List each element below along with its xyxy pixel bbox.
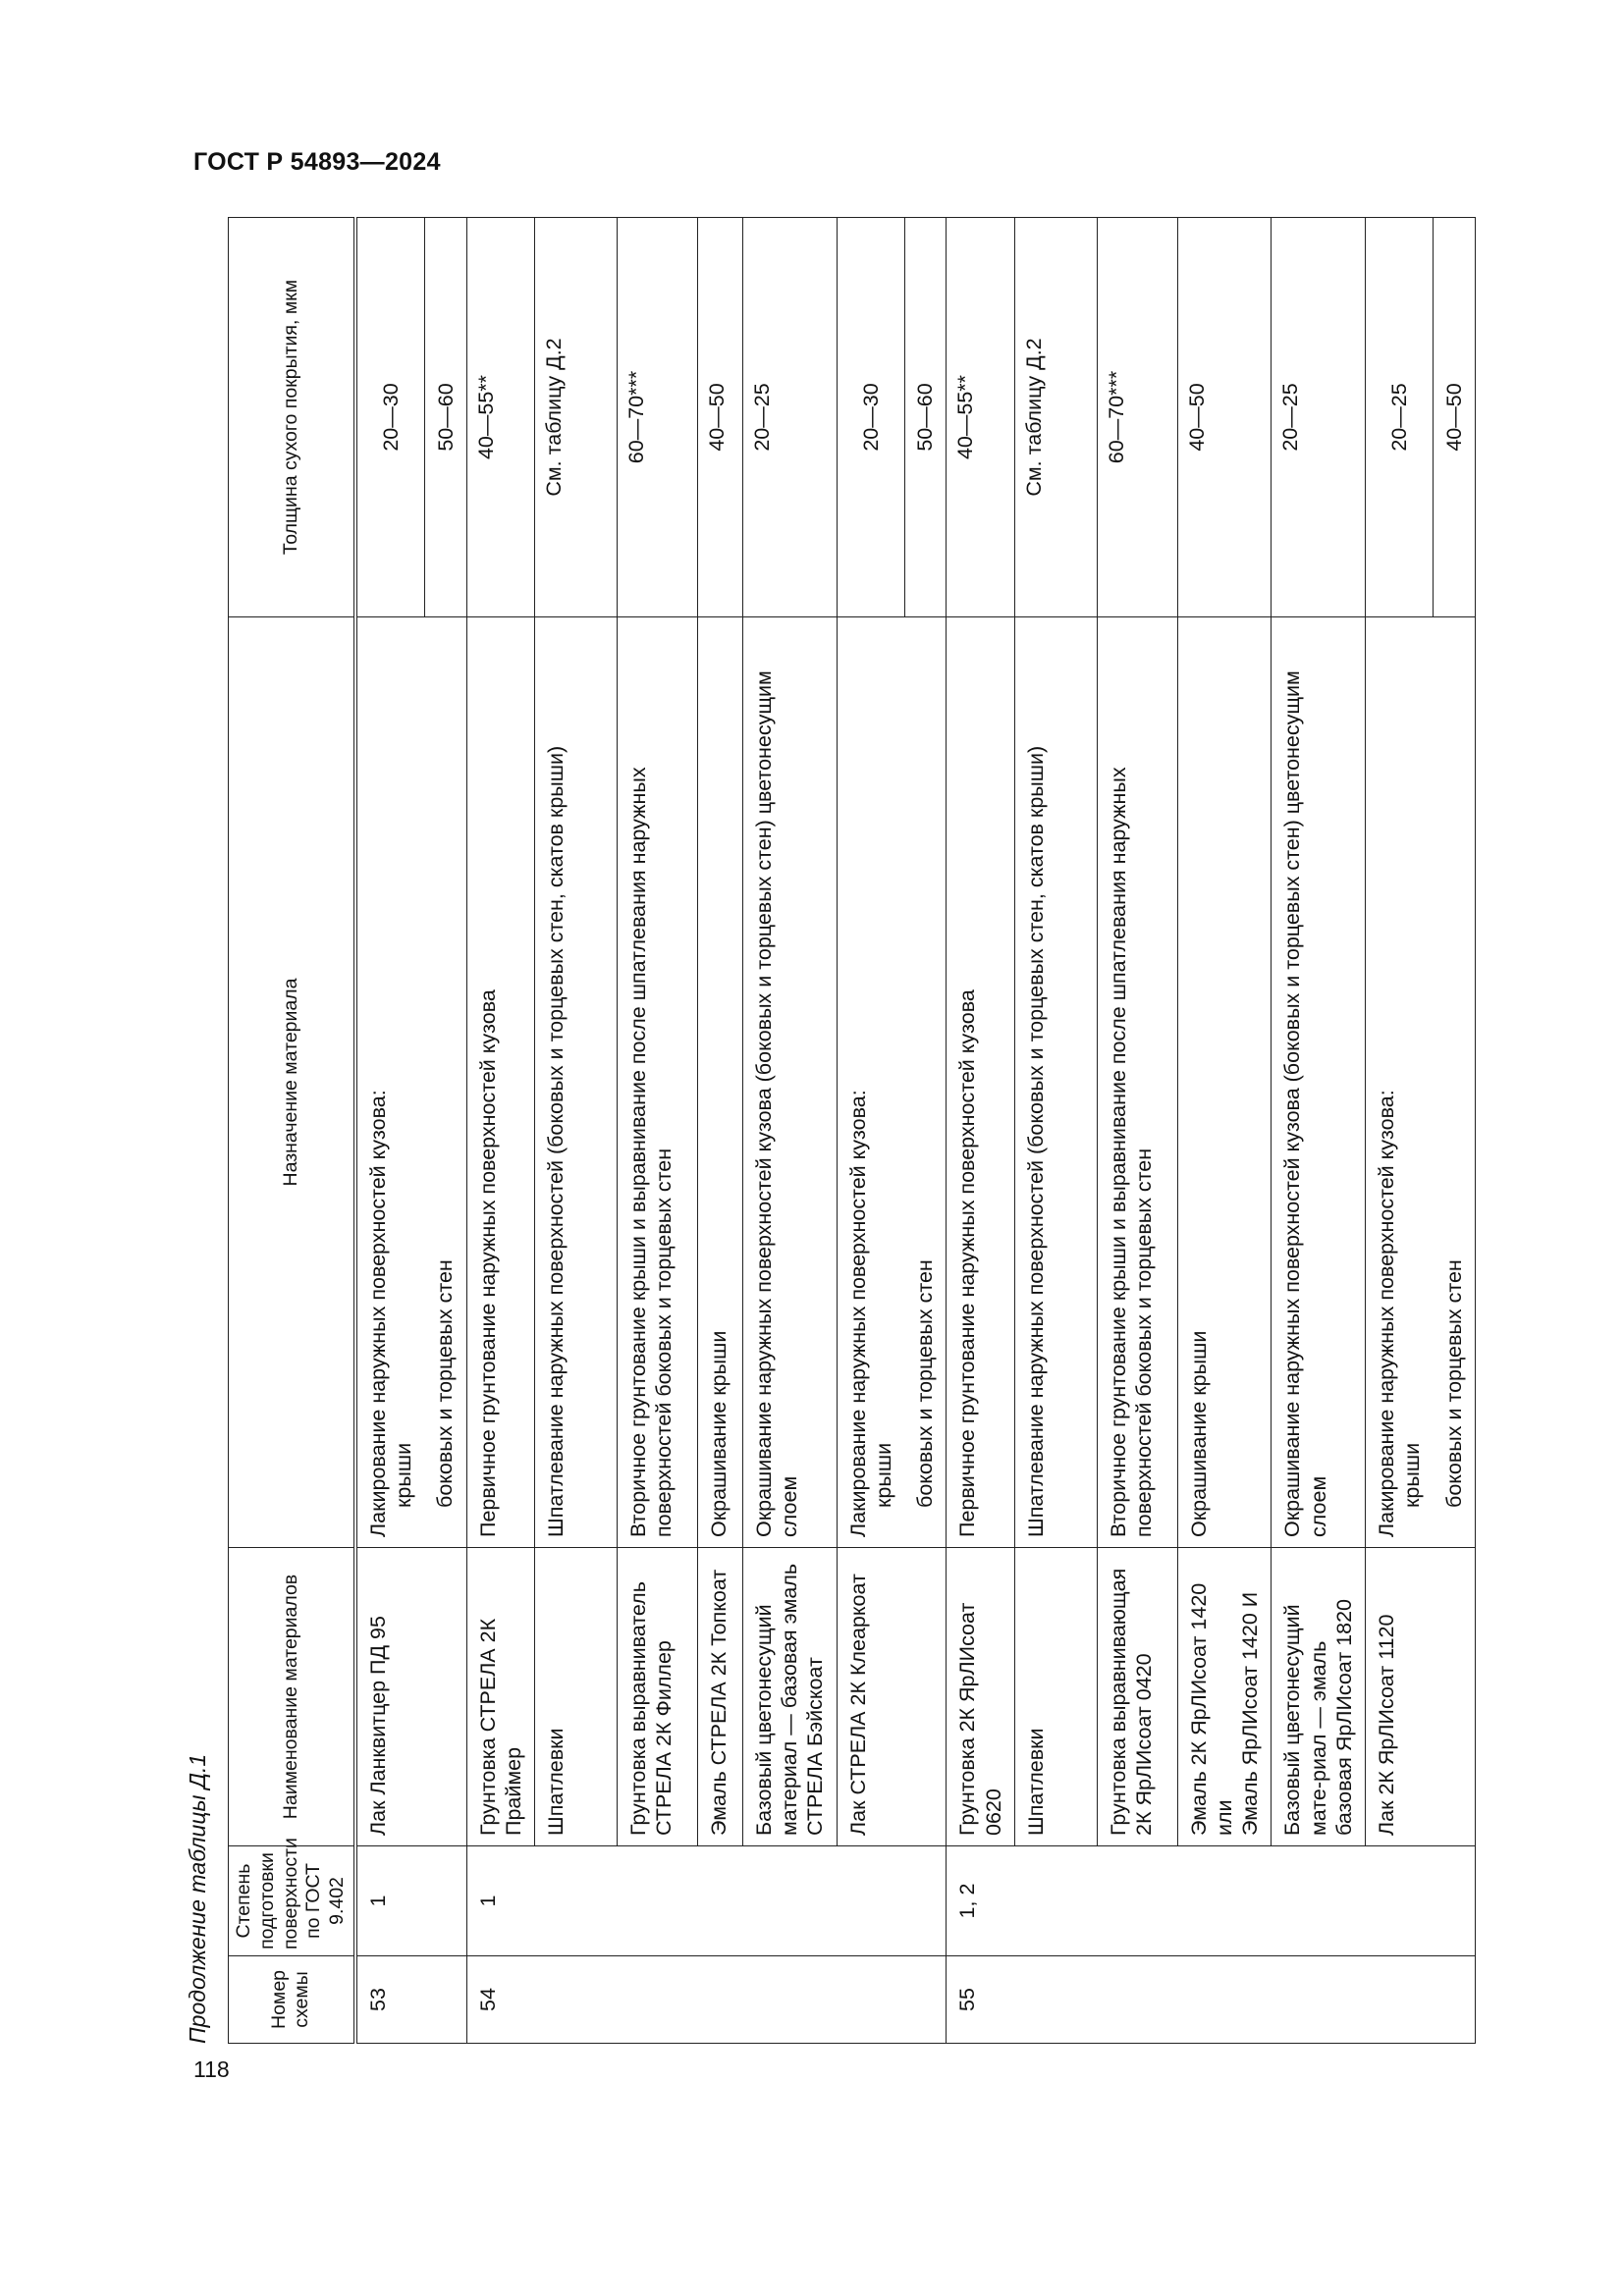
table-frame — [228, 218, 1466, 2044]
material-purpose-cell: Вторичное грунтование крыши и выравнивание после шпатлевания наружных поверхностей боковых и торцевых стен — [1097, 617, 1177, 1548]
material-name-cell: Базовый цветонесущий материал — базовая эмаль СТРЕЛА Бэйскоат — [743, 1548, 838, 1846]
material-purpose-cell — [904, 617, 947, 1548]
material-purpose-cell: Шпатлевание наружных поверхностей (боковых и торцевых стен, скатов крыши) — [1014, 617, 1097, 1548]
table-row — [1097, 218, 1177, 2044]
material-purpose-cell: Окрашивание крыши — [698, 617, 743, 1548]
thickness-cell: 60—70*** — [618, 218, 698, 617]
purpose-roof-text: крыши — [871, 1442, 895, 1508]
rotated-table-wrapper — [173, 218, 1466, 2044]
thickness-cell: 40—50 — [1177, 218, 1272, 617]
material-name-cell: Эмаль СТРЕЛА 2К Топкоат — [698, 1548, 743, 1846]
material-name-cell — [1177, 1548, 1272, 1846]
material-purpose-cell — [837, 617, 904, 1548]
header-material-purpose: Назначение материала — [229, 617, 355, 1548]
scheme-number-cell: 55 — [947, 1956, 1475, 2044]
thickness-cell: 20—25 — [743, 218, 838, 617]
material-purpose-cell: Окрашивание наружных поверхностей кузова (боковых и торцевых стен) цветонесущим слоем — [1272, 617, 1366, 1548]
material-name-cell: Грунтовка выравниватель СТРЕЛА 2К Филлер — [618, 1548, 698, 1846]
thickness-cell: 40—50 — [1434, 218, 1476, 617]
thickness-cell: См. таблицу Д.2 — [1014, 218, 1097, 617]
thickness-cell: 40—50 — [698, 218, 743, 617]
thickness-cell: 20—25 — [1366, 218, 1434, 617]
surface-prep-cell: 1, 2 — [947, 1846, 1475, 1956]
table-row — [466, 218, 534, 2044]
thickness-cell: 20—25 — [1272, 218, 1366, 617]
material-name-cell: Лак СТРЕЛА 2К Клеаркоат — [837, 1548, 947, 1846]
thickness-cell: 20—30 — [355, 218, 424, 617]
table-row — [837, 218, 904, 2044]
material-name-cell: Грунтовка СТРЕЛА 2К Праймер — [466, 1548, 534, 1846]
header-material-name: Наименование материалов — [229, 1548, 355, 1846]
purpose-text: Лакирование наружных поверхностей кузова: — [845, 1090, 870, 1537]
surface-prep-cell: 1 — [355, 1846, 466, 1956]
document-header-title: ГОСТ Р 54893—2024 — [193, 148, 441, 176]
material-name-cell: Лак 2К ЯрЛИсоат 1120 — [1366, 1548, 1476, 1846]
material-purpose-cell — [355, 617, 424, 1548]
page-number: 118 — [193, 2056, 230, 2082]
material-purpose-cell: Шпатлевание наружных поверхностей (боковых и торцевых стен, скатов крыши) — [535, 617, 618, 1548]
material-name-cell: Шпатлевки — [1014, 1548, 1097, 1846]
material-name-line: Эмаль ЯрЛИсоат 1420 И — [1238, 1591, 1263, 1836]
table-row — [618, 218, 698, 2044]
thickness-cell: 50—60 — [424, 218, 466, 617]
material-purpose-cell — [1434, 617, 1476, 1548]
header-surface-prep-degree: Степень подготовки поверхности по ГОСТ 9.402 — [229, 1846, 355, 1956]
material-purpose-cell: Окрашивание наружных поверхностей кузова (боковых и торцевых стен) цветонесущим слоем — [743, 617, 838, 1548]
material-name-line: Эмаль 2К ЯрЛИсоат 1420 или — [1186, 1582, 1236, 1836]
material-purpose-cell: Вторичное грунтование крыши и выравнивание после шпатлевания наружных поверхностей боковых и торцевых стен — [618, 617, 698, 1548]
table-row — [698, 218, 743, 2044]
table-row — [743, 218, 838, 2044]
table-row — [1366, 218, 1434, 2044]
table-row — [1177, 218, 1272, 2044]
table-row — [1014, 218, 1097, 2044]
material-purpose-cell — [1366, 617, 1434, 1548]
table-row — [1272, 218, 1366, 2044]
material-purpose-cell: Окрашивание крыши — [1177, 617, 1272, 1548]
material-purpose-cell — [424, 617, 466, 1548]
table-caption: Продолжение таблицы Д.1 — [185, 1753, 210, 2044]
purpose-roof-text: крыши — [1400, 1442, 1425, 1508]
purpose-text: Лакирование наружных поверхностей кузова: — [365, 1090, 390, 1537]
purpose-sides-text: боковых и торцевых стен — [1441, 1259, 1466, 1508]
coating-schemes-table — [228, 217, 1476, 2044]
purpose-sides-text: боковых и торцевых стен — [913, 1259, 938, 1508]
thickness-cell: 60—70*** — [1097, 218, 1177, 617]
thickness-cell: 40—55** — [947, 218, 1014, 617]
purpose-text: Лакирование наружных поверхностей кузова: — [1375, 1090, 1399, 1537]
material-purpose-cell: Первичное грунтование наружных поверхностей кузова — [466, 617, 534, 1548]
surface-prep-cell: 1 — [466, 1846, 947, 1956]
material-purpose-cell: Первичное грунтование наружных поверхностей кузова — [947, 617, 1014, 1548]
material-name-cell: Базовый цветонесущий мате-риал — эмаль базовая ЯрЛИсоат 1820 — [1272, 1548, 1366, 1846]
purpose-sides-text: боковых и торцевых стен — [433, 1259, 458, 1508]
thickness-cell: 40—55** — [466, 218, 534, 617]
purpose-roof-text: крыши — [392, 1442, 416, 1508]
thickness-cell: См. таблицу Д.2 — [535, 218, 618, 617]
material-name-cell: Шпатлевки — [535, 1548, 618, 1846]
scheme-number-cell: 54 — [466, 1956, 947, 2044]
header-dry-coating-thickness: Толщина сухого покрытия, мкм — [229, 218, 355, 617]
material-name-cell: Лак Ланквитцер ПД 95 — [355, 1548, 466, 1846]
header-scheme-number: Номер схемы — [229, 1956, 355, 2044]
table-row — [535, 218, 618, 2044]
material-name-cell: Грунтовка выравнивающая 2К ЯрЛИсоат 0420 — [1097, 1548, 1177, 1846]
thickness-cell: 50—60 — [904, 218, 947, 617]
table-header-row — [229, 218, 355, 2044]
table-row — [947, 218, 1014, 2044]
table-row — [355, 218, 424, 2044]
material-name-cell: Грунтовка 2К ЯрЛИсоат 0620 — [947, 1548, 1014, 1846]
scheme-number-cell: 53 — [355, 1956, 466, 2044]
thickness-cell: 20—30 — [837, 218, 904, 617]
